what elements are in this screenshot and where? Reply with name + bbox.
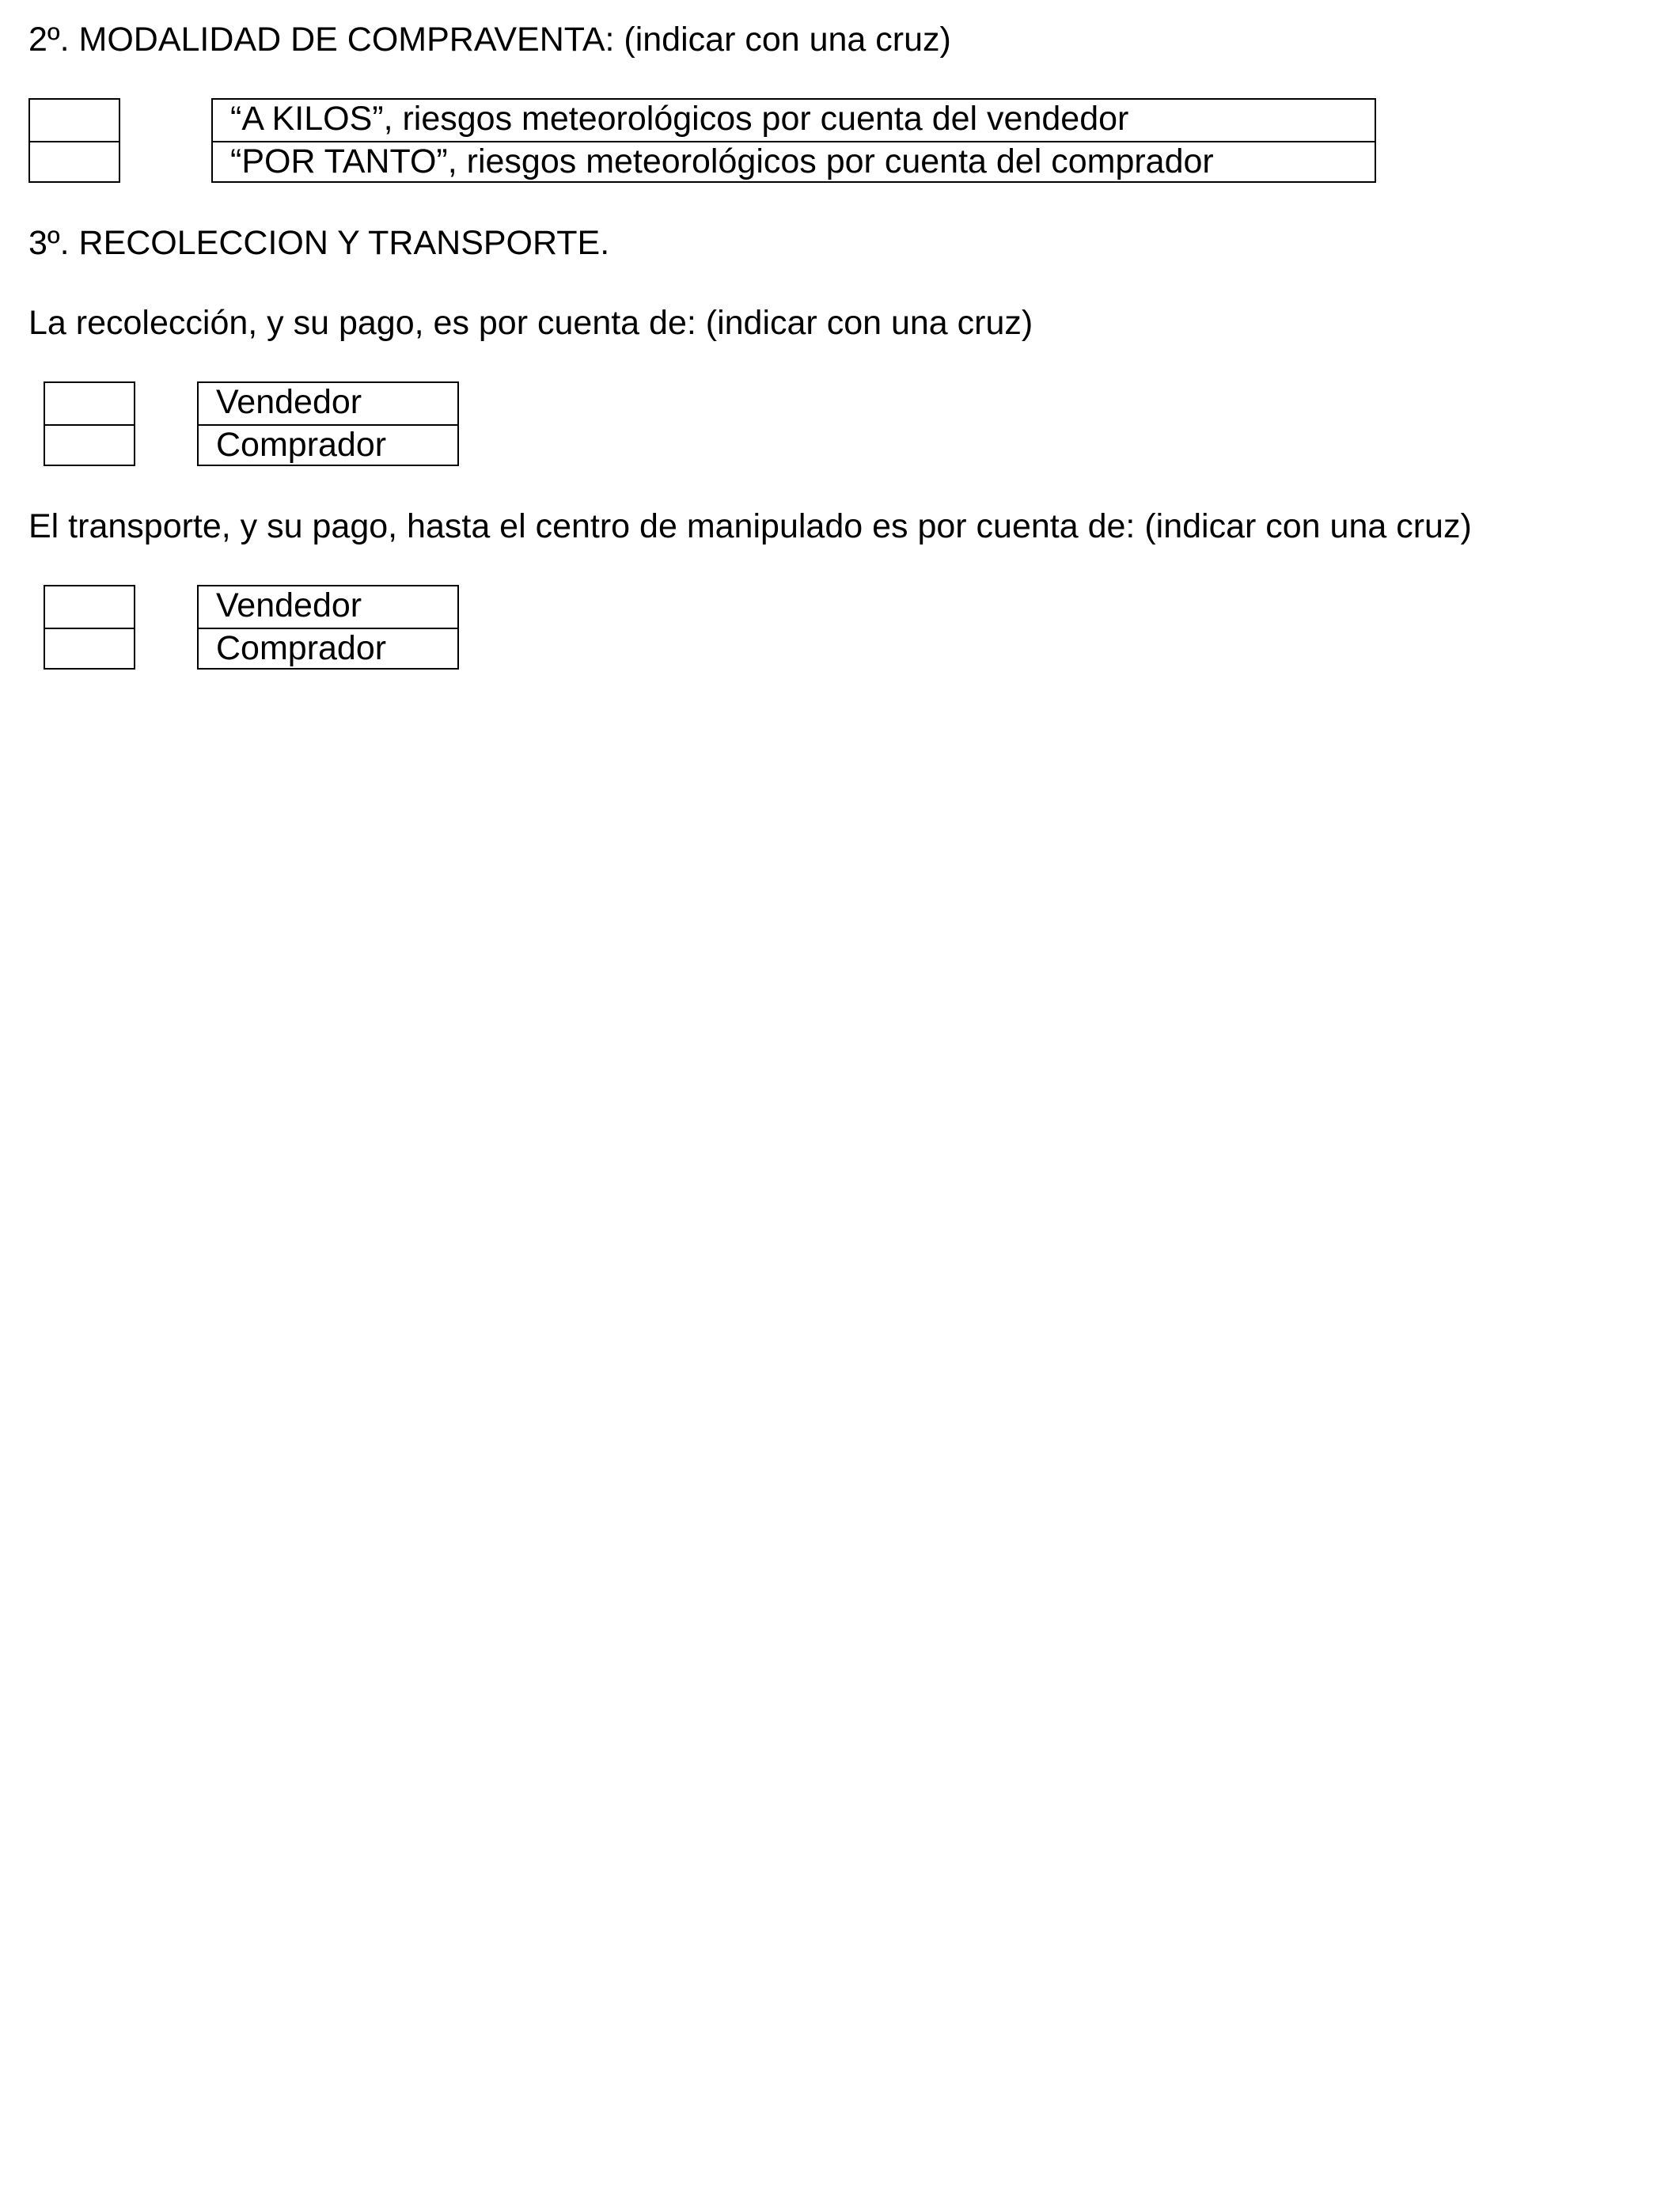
option-a-kilos-label: “A KILOS”, riesgos meteorológicos por cuenta del vendedor [230, 100, 1129, 138]
checkbox-harvest-comprador[interactable] [45, 424, 134, 465]
transport-options-table [197, 585, 459, 670]
checkbox-transport-vendedor[interactable] [45, 586, 134, 628]
harvest-option-vendedor-label: Vendedor [216, 383, 362, 421]
checkbox-por-tanto[interactable] [30, 141, 119, 182]
harvest-question: La recolección, y su pago, es por cuenta de: (indicar con una cruz) [28, 304, 1033, 342]
modalidad-options-table [211, 98, 1376, 183]
section-2-heading: 2º. MODALIDAD DE COMPRAVENTA: (indicar con una cruz) [28, 21, 951, 59]
section-3-heading: 3º. RECOLECCION Y TRANSPORTE. [28, 224, 610, 262]
transport-option-comprador-label: Comprador [199, 628, 457, 669]
checkbox-harvest-vendedor[interactable] [45, 383, 134, 424]
harvest-checkbox-group [44, 381, 135, 466]
harvest-option-comprador-label: Comprador [199, 424, 457, 465]
transport-question: El transporte, y su pago, hasta el centro de manipulado es por cuenta de: (indicar con una cruz) [28, 507, 1472, 545]
transport-checkbox-group [44, 585, 135, 670]
transport-option-vendedor-label: Vendedor [216, 586, 362, 624]
checkbox-a-kilos[interactable] [30, 100, 119, 141]
harvest-options-table [197, 381, 459, 466]
option-por-tanto-label: “POR TANTO”, riesgos meteorológicos por cuenta del comprador [213, 141, 1375, 182]
modalidad-checkbox-group [28, 98, 120, 183]
checkbox-transport-comprador[interactable] [45, 628, 134, 669]
